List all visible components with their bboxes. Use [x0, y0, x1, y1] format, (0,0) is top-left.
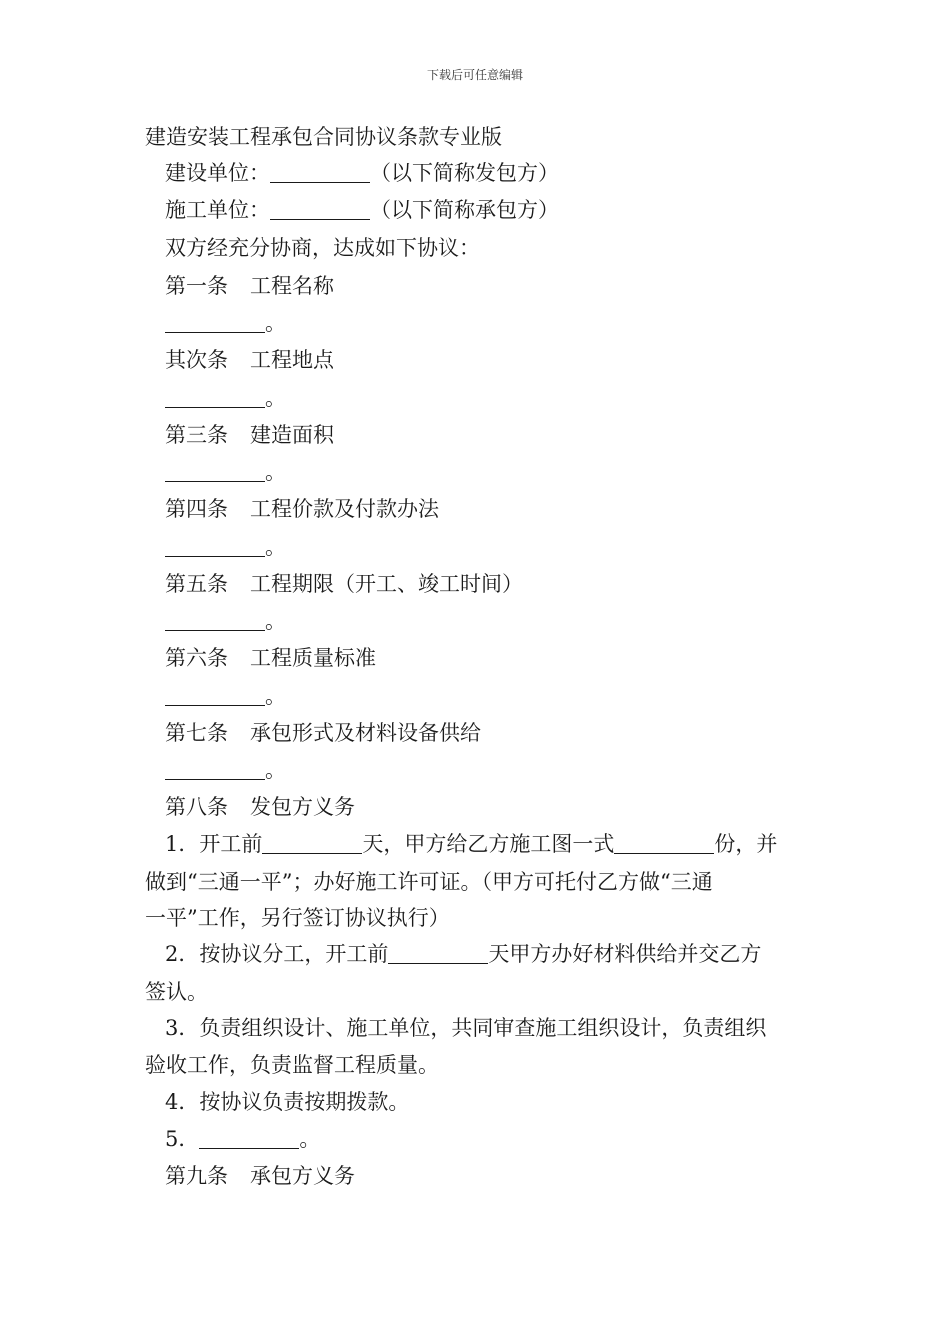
duty-1-line-2: 做到“三通一平”；办好施工许可证。（甲方可托付乙方做“三通	[145, 870, 713, 894]
fill-blank	[165, 387, 265, 408]
article-title: 工程价款及付款办法	[250, 497, 439, 521]
duty-text: 5．	[165, 1127, 200, 1151]
party-b-suffix: （以下简称承包方）	[370, 198, 559, 222]
article-fill-line	[165, 757, 286, 783]
article-heading	[165, 794, 355, 820]
article-title: 工程期限（开工、竣工时间）	[250, 572, 523, 596]
fill-blank	[165, 536, 265, 557]
article-number: 第七条	[165, 721, 228, 745]
party-b-label: 施工单位：	[165, 198, 270, 222]
article-fill-line	[165, 534, 286, 560]
fill-blank	[165, 610, 265, 631]
fill-blank	[270, 199, 370, 220]
period: 。	[265, 386, 286, 410]
article-heading	[165, 645, 376, 671]
duty-text: 2．按协议分工，开工前	[165, 942, 389, 966]
page-header: 下载后可任意编辑	[426, 68, 523, 82]
article-title: 工程地点	[250, 348, 334, 372]
fill-blank	[165, 461, 265, 482]
fill-blank	[165, 759, 265, 780]
fill-blank	[165, 312, 265, 333]
fill-blank	[388, 943, 488, 964]
article-number: 第一条	[165, 274, 228, 298]
party-a-suffix: （以下简称发包方）	[370, 161, 559, 185]
duty-text: 1．开工前	[165, 832, 263, 856]
article-title: 承包方义务	[250, 1164, 355, 1188]
period: 。	[265, 460, 286, 484]
fill-blank	[199, 1128, 299, 1149]
article-number: 第五条	[165, 572, 228, 596]
period: 。	[265, 535, 286, 559]
fill-blank	[262, 833, 362, 854]
duty-1-line-1	[165, 831, 777, 857]
article-heading	[165, 720, 481, 746]
duty-2-line-1	[165, 941, 761, 967]
article-heading	[165, 273, 334, 299]
article-title: 工程名称	[250, 274, 334, 298]
article-title: 承包形式及材料设备供给	[250, 721, 481, 745]
duty-4-line: 4．按协议负责按期拨款。	[165, 1090, 410, 1114]
duty-5-line	[165, 1126, 320, 1152]
article-number: 第九条	[165, 1164, 228, 1188]
article-heading	[165, 347, 334, 373]
duty-3-line-2: 验收工作，负责监督工程质量。	[145, 1053, 439, 1077]
article-fill-line	[165, 683, 286, 709]
period: 。	[265, 609, 286, 633]
duty-text: 天，甲方给乙方施工图一式	[362, 832, 615, 856]
duty-text: 份，并	[714, 832, 778, 856]
article-fill-line	[165, 608, 286, 634]
duty-3-line-1: 3．负责组织设计、施工单位，共同审查施工组织设计，负责组织	[165, 1016, 767, 1040]
article-fill-line	[165, 459, 286, 485]
period: 。	[265, 311, 286, 335]
article-heading	[165, 422, 334, 448]
article-number: 其次条	[165, 348, 228, 372]
article-number: 第六条	[165, 646, 228, 670]
article-title: 工程质量标准	[250, 646, 376, 670]
article-title: 发包方义务	[250, 795, 355, 819]
period: 。	[265, 684, 286, 708]
article-fill-line	[165, 310, 286, 336]
article-number: 第八条	[165, 795, 228, 819]
intro-line: 双方经充分协商，达成如下协议：	[165, 236, 480, 260]
party-b-line	[165, 197, 559, 223]
period: 。	[265, 758, 286, 782]
fill-blank	[614, 833, 714, 854]
document-title: 建造安装工程承包合同协议条款专业版	[145, 125, 502, 149]
party-a-line	[165, 160, 559, 186]
period: 。	[299, 1127, 321, 1151]
fill-blank	[165, 685, 265, 706]
article-fill-line	[165, 385, 286, 411]
duty-1-line-3: 一平”工作，另行签订协议执行）	[145, 906, 450, 930]
fill-blank	[270, 162, 370, 183]
article-heading	[165, 571, 523, 597]
article-title: 建造面积	[250, 423, 334, 447]
article-number: 第四条	[165, 497, 228, 521]
article-number: 第三条	[165, 423, 228, 447]
party-a-label: 建设单位：	[165, 161, 270, 185]
duty-2-line-2: 签认。	[145, 980, 208, 1004]
duty-text: 天甲方办好材料供给并交乙方	[488, 942, 762, 966]
article-heading	[165, 496, 439, 522]
article-heading	[165, 1163, 355, 1189]
